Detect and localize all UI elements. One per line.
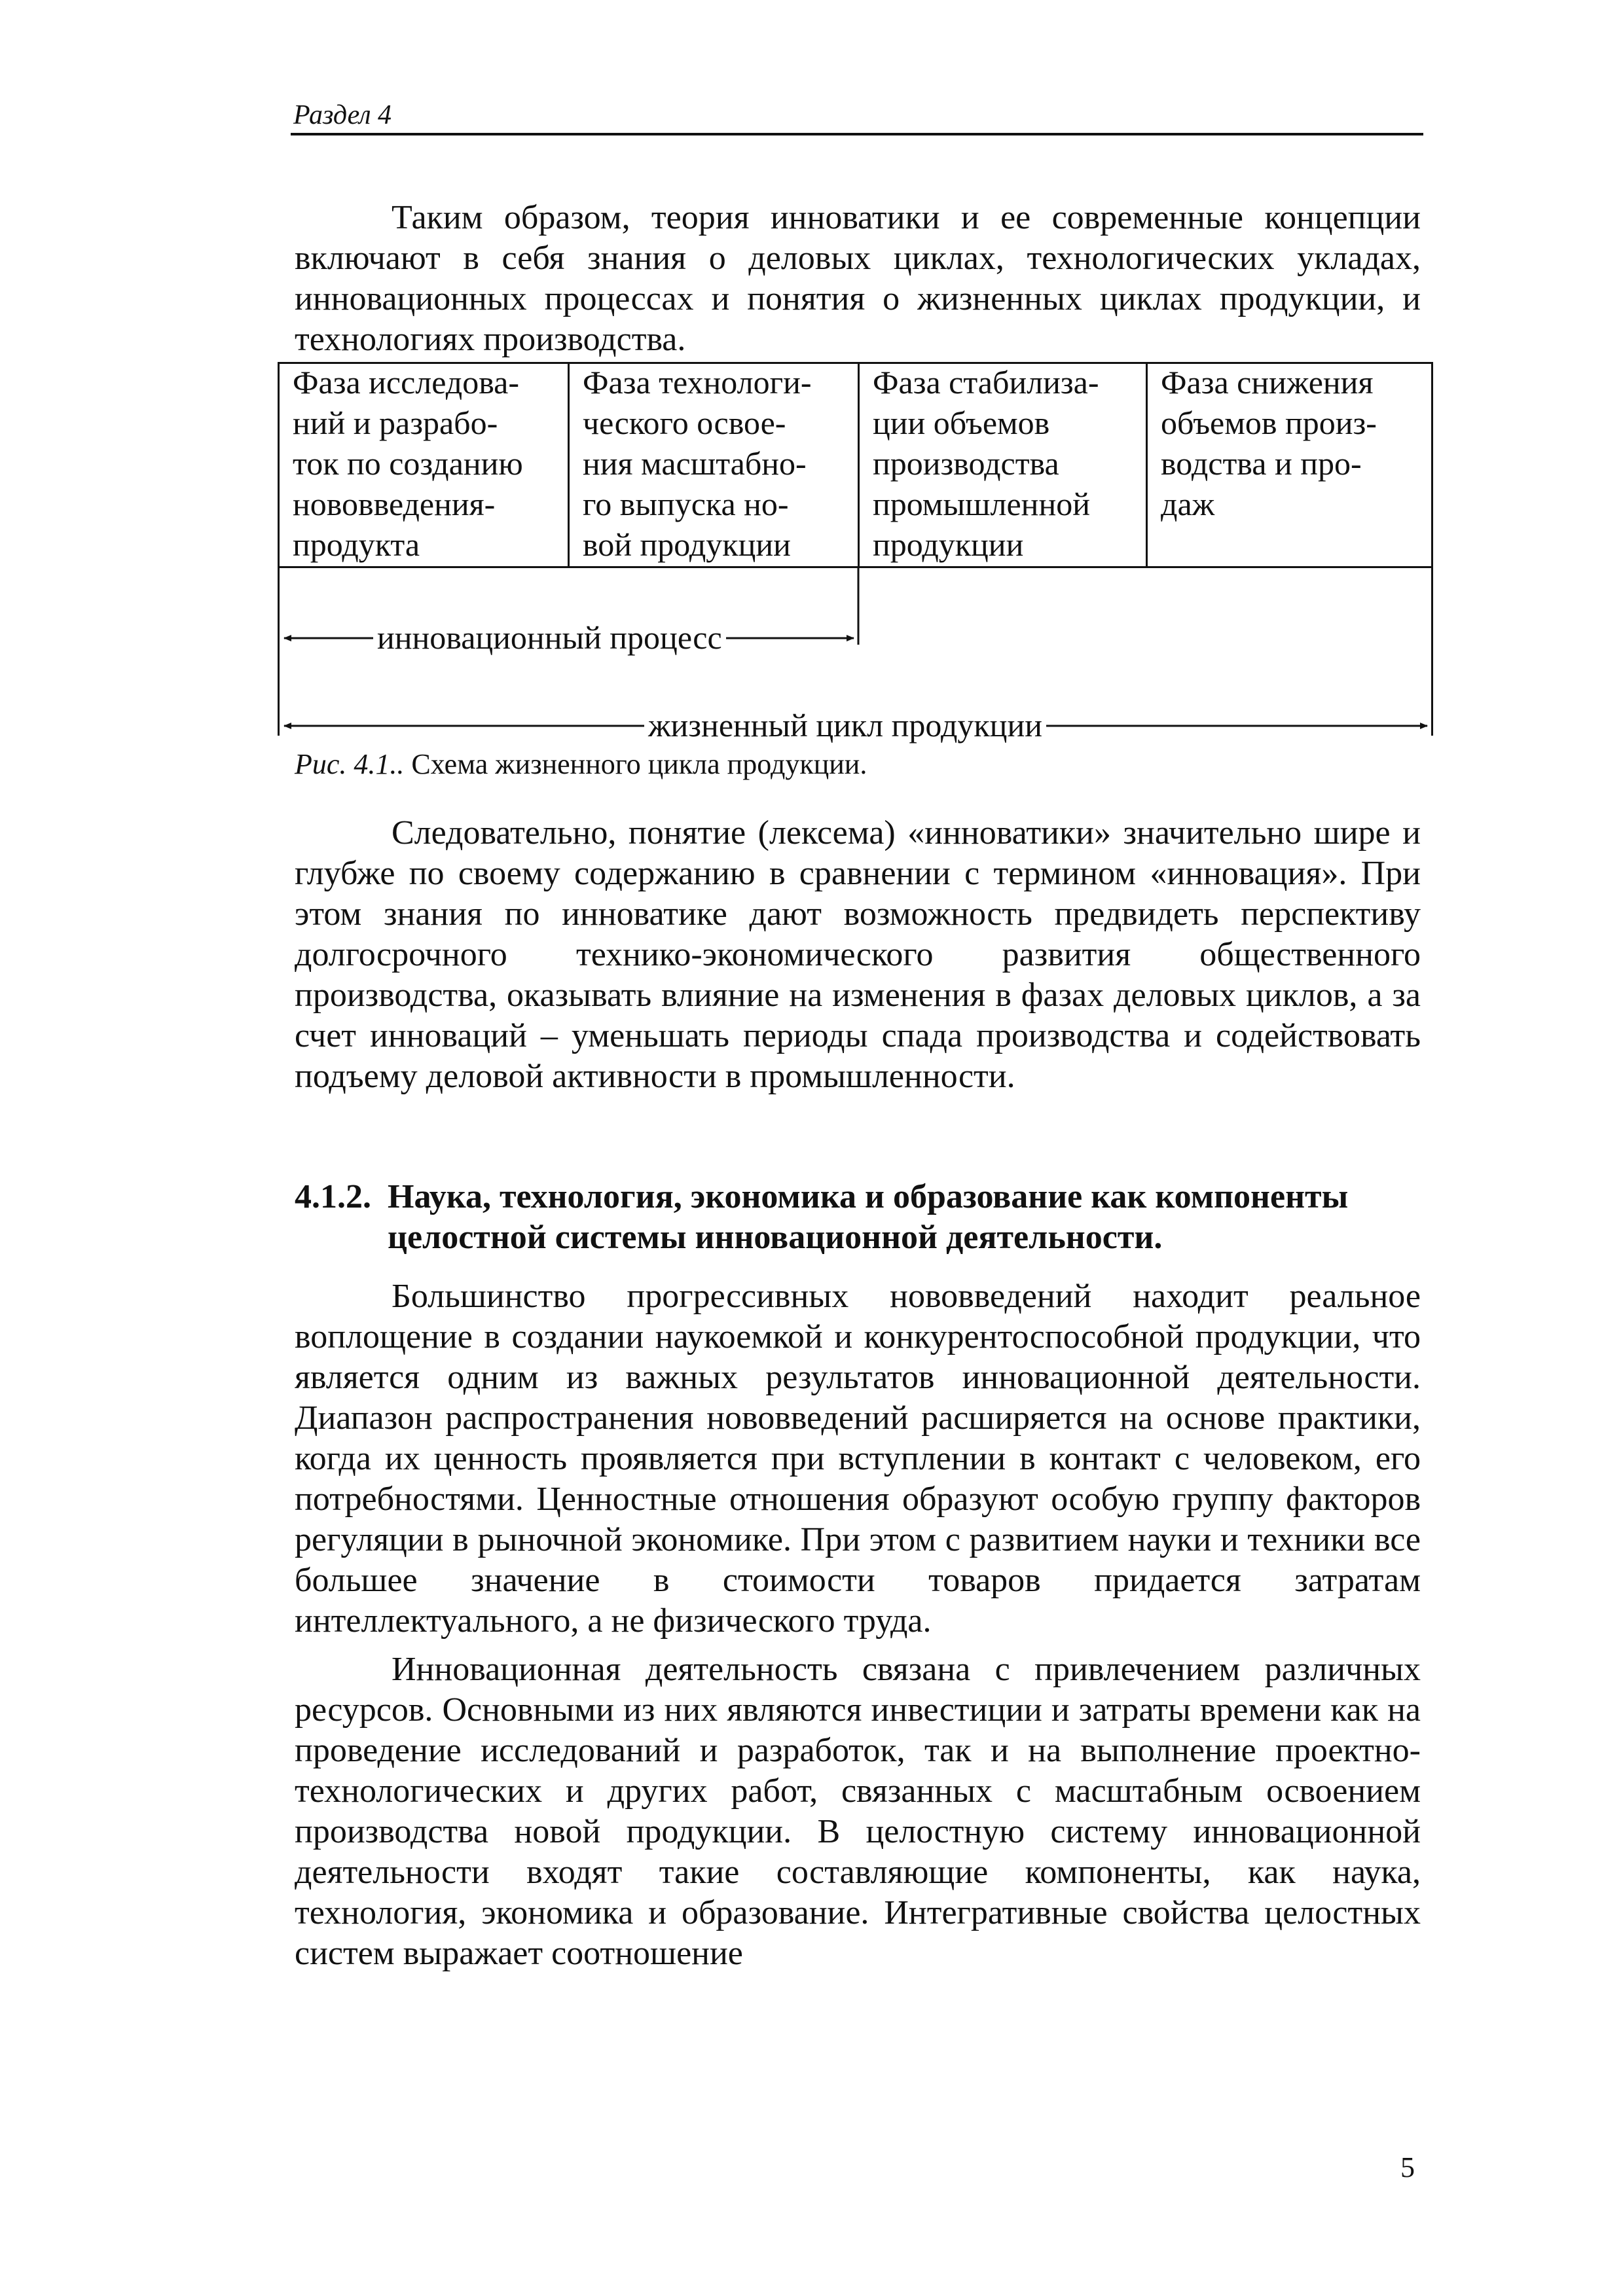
conclusion-paragraph: Следовательно, понятие (лексема) «инноватики» значительно шире и глубже по своему содержанию в сравнении с термином «инновация». При этом знания по инноватике дают возможность предвидеть перспективу долгосрочного технико-экономического развития общественного производства, оказывать влияние на изменения в фазах деловых циклов, а за счет инноваций – уменьшать периоды спада производства и содействовать подъему деловой активности в промышленности. xyxy=(295,814,1421,1095)
lifecycle-diagram xyxy=(278,362,1433,744)
section-title-line2: целостной системы инновационной деятельности. xyxy=(388,1219,1163,1256)
running-head: Раздел 4 xyxy=(293,100,392,130)
phase-research-text: Фаза исследова- ний и разрабо- ток по созданию нововведения- продукта xyxy=(293,364,523,563)
section-paragraph-1: Большинство прогрессивных нововведений находит реальное воплощение в создании наукоемкой и конкурентоспособной продукции, что является одним из важных результатов инновационной деятельности. Диапазон распространения нововведений расширяется на основе практики, когда их ценность проявляется при вступлении в контакт с человеком, его потребностями. Ценностные отношения образуют особую группу факторов регуляции в рыночной экономике. При этом с развитием науки и техники все большее значение в стоимости товаров придается затратам интеллектуального, а не физического труда. xyxy=(295,1278,1421,1640)
diagram-lines xyxy=(278,362,1433,736)
section-heading xyxy=(295,1177,1421,1258)
innovation-process-label: инновационный процесс xyxy=(373,619,726,656)
figure-caption-text: Схема жизненного цикла продукции. xyxy=(411,748,867,780)
lifecycle-label: жизненный цикл продукции xyxy=(644,706,1046,744)
section-number: 4.1.2. xyxy=(295,1178,371,1215)
phase-stabilization-text: Фаза стабилиза- ции объемов производства промышленной продукции xyxy=(873,364,1099,563)
section-paragraph-2: Инновационная деятельность связана с привлечением различных ресурсов. Основными из них являются инвестиции и затраты времени как на проведение исследований и разработок, так и на выполнение проектно-технологических и других работ, связанных с масштабным освоением производства новой продукции. В целостную систему инновационной деятельности входят такие составляющие компоненты, как наука, технология, экономика и образование. Интегративные свойства целостных систем выражает соотношение xyxy=(295,1651,1421,1972)
section-title-line1: Наука, технология, экономика и образование как компоненты xyxy=(388,1178,1349,1215)
intro-paragraph: Таким образом, теория инноватики и ее современные концепции включают в себя знания о деловых циклах, технологических укладах, инновационных процессах и понятия о жизненных циклах продукции, и технологиях производства. xyxy=(295,199,1421,358)
figure-label: Рис. 4.1.. xyxy=(295,748,405,780)
phase-technological-text: Фаза технологи- ческого освое- ния масштабно- го выпуска но- вой продукции xyxy=(583,364,812,563)
phase-decline-text: Фаза снижения объемов произ- водства и про- даж xyxy=(1161,364,1377,522)
figure-caption xyxy=(295,747,867,781)
header-rule xyxy=(291,133,1423,135)
page-number: 5 xyxy=(1400,2151,1415,2183)
